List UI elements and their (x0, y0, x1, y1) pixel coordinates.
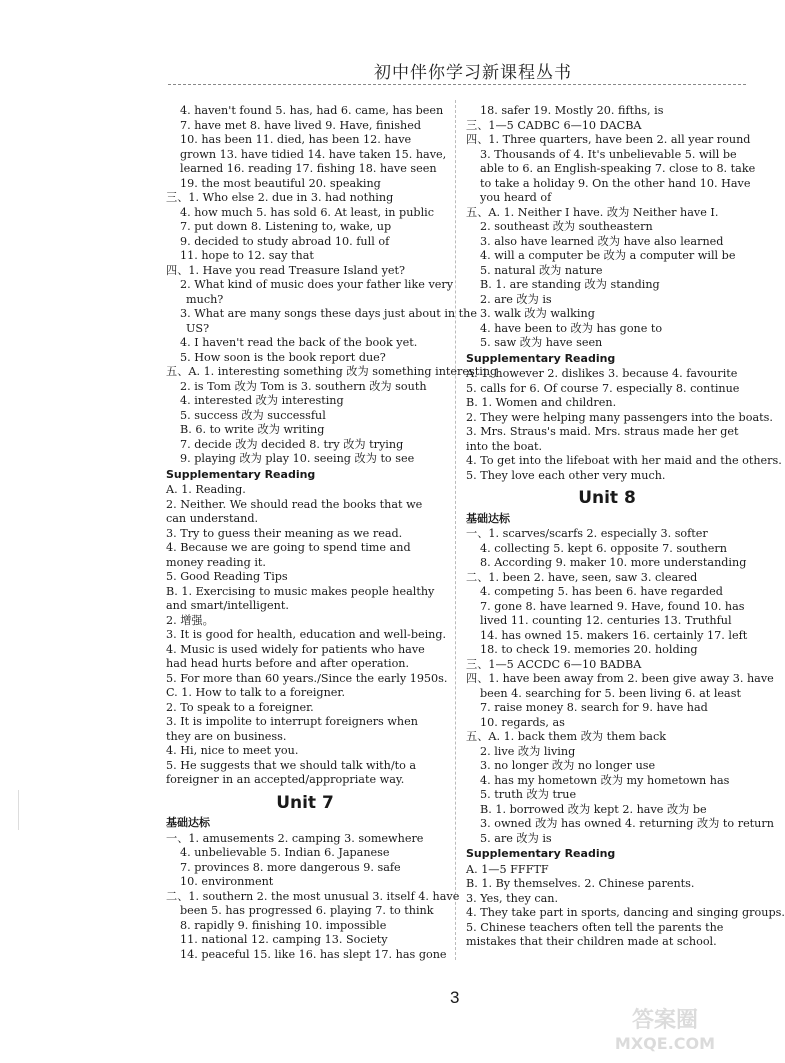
answer-line: 7. raise money 8. search for 9. have had (480, 701, 708, 714)
answer-line: 四、1. Three quarters, have been 2. all year round (466, 133, 751, 146)
answer-line: 11. hope to 12. say that (180, 249, 314, 262)
answer-block (166, 483, 448, 788)
header-divider (168, 84, 746, 85)
answer-line: 3. Thousands of 4. It's unbelievable 5. will be (480, 147, 737, 161)
answer-line: 5. are 改为 is (480, 831, 552, 845)
unit-title: Unit 8 (578, 488, 636, 508)
book-series-title: 初中伴你学习新课程丛书 (374, 63, 572, 83)
answer-line: 5. How soon is the book report due? (180, 350, 386, 364)
answer-line: 5. Good Reading Tips (166, 570, 288, 583)
answer-line: 14. peaceful 15. like 16. has slept 17. has gone (180, 947, 447, 961)
answer-line: 3. Mrs. Straus's maid. Mrs. straus made her get into the boat. (466, 425, 739, 453)
answer-line: 4. I haven't read the back of the book yet. (180, 336, 418, 349)
answer-line: 4. how much 5. has sold 6. At least, in public (180, 205, 434, 219)
answer-line: 4. interested 改为 interesting (180, 394, 344, 407)
answer-line: 一、1. amusements 2. camping 3. somewhere (166, 831, 424, 845)
left-column (166, 104, 498, 962)
answer-line: 7. have met 8. have lived 9. Have, finished (180, 118, 421, 132)
column-divider (455, 100, 456, 960)
answer-line: 4. To get into the lifeboat with her maid and the others. (466, 454, 782, 467)
answer-line: 2. To speak to a foreigner. (166, 700, 314, 714)
answer-line: 4. Hi, nice to meet you. (166, 744, 299, 757)
answer-line: 10. has been 11. died, has been 12. have (180, 133, 412, 146)
answer-line: 3. no longer 改为 no longer use (480, 759, 656, 772)
scan-mark (18, 790, 19, 830)
answer-line: 14. has owned 15. makers 16. certainly 17. left (480, 628, 748, 642)
answer-line: US? (186, 321, 210, 335)
answer-line: 5. success 改为 successful (180, 408, 326, 422)
answer-line: 四、1. Have you read Treasure Island yet? (166, 263, 406, 277)
answer-line: 三、1. Who else 2. due in 3. had nothing (166, 191, 394, 204)
answer-line: 11. national 12. camping 13. Society (180, 933, 388, 946)
answer-line: 2. southeast 改为 southeastern (480, 220, 653, 233)
answer-line: 5. calls for 6. Of course 7. especially 8. continue (466, 381, 740, 395)
answer-line: 五、A. 1. back them 改为 them back (466, 730, 667, 743)
watermark-logo (590, 1003, 740, 1055)
answer-line: 5. For more than 60 years./Since the early 1950s. (166, 671, 448, 685)
answer-line: B. 1. Women and children. (466, 396, 617, 409)
answer-line: 2. 增强。 (166, 613, 214, 627)
answer-line: 2. Neither. We should read the books that we can understand. (166, 497, 423, 525)
answer-line: B. 1. are standing 改为 standing (480, 278, 660, 291)
answer-line: 2. live 改为 living (480, 744, 576, 758)
answer-block (466, 104, 756, 351)
answer-line: B. 1. Exercising to music makes people healthy and smart/intelligent. (166, 584, 435, 612)
answer-block (166, 831, 460, 963)
section-heading-basics: 基础达标 (166, 816, 210, 829)
answer-line: A. 1—5 FFFTF (466, 862, 549, 876)
answer-line: A. 1. however 2. dislikes 3. because 4. favourite (466, 367, 738, 380)
answer-line: lived 11. counting 12. centuries 13. Truthful (480, 614, 732, 627)
answer-line: 5. saw 改为 have seen (480, 336, 603, 349)
answer-line: 5. They love each other very much. (466, 468, 666, 482)
answer-line: A. 1. Reading. (166, 483, 246, 496)
answer-line: 3. Try to guess their meaning as we read. (166, 526, 403, 540)
answer-line: 18. safer 19. Mostly 20. fifths, is (480, 104, 664, 117)
answer-line: 9. playing 改为 play 10. seeing 改为 to see (180, 452, 415, 465)
answer-line: 4. Because we are going to spend time and money reading it. (166, 541, 411, 569)
answer-line: 5. natural 改为 nature (480, 263, 603, 277)
answer-line: 3. owned 改为 has owned 4. returning 改为 to return (480, 817, 774, 830)
answer-line: 三、1—5 CADBC 6—10 DACBA (466, 118, 642, 132)
answer-line: 8. According 9. maker 10. more understanding (480, 556, 747, 569)
answer-line: 3. also have learned 改为 have also learned (480, 234, 724, 248)
answer-line: B. 1. borrowed 改为 kept 2. have 改为 be (480, 802, 707, 816)
answer-line: 10. environment (180, 875, 274, 888)
answer-block (166, 104, 498, 467)
answer-line: 4. competing 5. has been 6. have regarded (480, 585, 723, 598)
answer-line: 3. Yes, they can. (466, 891, 559, 905)
page-number: 3 (450, 988, 460, 1007)
answer-line: 7. decide 改为 decided 8. try 改为 trying (180, 437, 404, 451)
section-heading-supplementary-reading: Supplementary Reading (166, 467, 316, 481)
answer-block (466, 527, 774, 846)
answer-line: been 5. has progressed 6. playing 7. to think (180, 904, 434, 917)
answer-line: 3. It is impolite to interrupt foreigners when they are on business. (166, 715, 418, 743)
answer-line: B. 1. By themselves. 2. Chinese parents. (466, 877, 695, 890)
answer-line: 五、A. 1. interesting something 改为 something interesting (166, 365, 498, 378)
answer-line: 18. to check 19. memories 20. holding (480, 643, 698, 656)
section-heading-supplementary-reading: Supplementary Reading (466, 351, 616, 365)
answer-line: 3. What are many songs these days just about in the (180, 307, 477, 320)
answer-line: 5. truth 改为 true (480, 788, 577, 801)
answer-line: 7. put down 8. Listening to, wake, up (180, 220, 392, 233)
answer-line: 9. decided to study abroad 10. full of (180, 234, 390, 248)
answer-line: 4. haven't found 5. has, had 6. came, has been (180, 104, 444, 117)
answer-line: 19. the most beautiful 20. speaking (180, 176, 381, 190)
answer-line: to take a holiday 9. On the other hand 10. Have (480, 176, 751, 190)
answer-line: 7. provinces 8. more dangerous 9. safe (180, 860, 401, 874)
answer-block (466, 862, 785, 950)
answer-line: 4. collecting 5. kept 6. opposite 7. southern (480, 541, 727, 555)
answer-line: 4. Music is used widely for patients who have had head hurts before and after operation. (166, 642, 425, 670)
answer-line: C. 1. How to talk to a foreigner. (166, 686, 346, 699)
answer-line: B. 6. to write 改为 writing (180, 423, 325, 436)
answer-line: learned 16. reading 17. fishing 18. have seen (180, 162, 437, 175)
answer-line: 2. What kind of music does your father like very (180, 278, 454, 291)
watermark-url: MXQE.COM (614, 1034, 716, 1053)
answer-line: 2. is Tom 改为 Tom is 3. southern 改为 south (180, 379, 427, 393)
answer-line: 一、1. scarves/scarfs 2. especially 3. softer (466, 527, 708, 540)
answer-line: 4. have been to 改为 has gone to (480, 321, 663, 335)
answer-line: 2. are 改为 is (480, 292, 552, 306)
answer-line: much? (186, 292, 224, 306)
answer-line: 10. regards, as (480, 715, 565, 729)
answer-line: 5. Chinese teachers often tell the parents the mistakes that their children made at school. (466, 920, 724, 948)
section-heading-supplementary-reading: Supplementary Reading (466, 847, 616, 860)
answer-block (466, 367, 782, 483)
answer-line: grown 13. have tidied 14. have taken 15. have, (180, 147, 447, 161)
answer-line: 二、1. southern 2. the most unusual 3. itself 4. have (166, 889, 460, 903)
answer-line: 四、1. have been away from 2. been give away 3. have (466, 672, 774, 685)
answer-line: 五、A. 1. Neither I have. 改为 Neither have I. (466, 205, 719, 219)
answer-line: 4. has my hometown 改为 my hometown has (480, 773, 730, 787)
answer-line: able to 6. an English-speaking 7. close to 8. take (480, 162, 756, 175)
section-heading-basics: 基础达标 (466, 511, 510, 525)
answer-line: 4. They take part in sports, dancing and singing groups. (466, 906, 785, 919)
answer-line: 7. gone 8. have learned 9. Have, found 10. has (480, 599, 745, 613)
answer-line: 二、1. been 2. have, seen, saw 3. cleared (466, 570, 698, 584)
answer-line: 3. walk 改为 walking (480, 307, 595, 320)
right-column (466, 104, 785, 950)
answer-line: you heard of (480, 191, 552, 204)
answer-line: 3. It is good for health, education and well-being. (166, 628, 447, 641)
watermark-text: 答案圈 (631, 1008, 699, 1033)
answer-line: 4. will a computer be 改为 a computer will be (480, 249, 736, 262)
unit-title: Unit 7 (276, 792, 334, 813)
answer-line: 三、1—5 ACCDC 6—10 BADBA (466, 657, 642, 671)
answer-line: 4. unbelievable 5. Indian 6. Japanese (180, 846, 390, 859)
answer-line: 8. rapidly 9. finishing 10. impossible (180, 918, 387, 932)
answer-line: 5. He suggests that we should talk with/to a foreigner in an accepted/appropriate way. (166, 758, 417, 786)
answer-line: been 4. searching for 5. been living 6. at least (480, 686, 741, 700)
answer-line: 2. They were helping many passengers into the boats. (466, 410, 773, 424)
